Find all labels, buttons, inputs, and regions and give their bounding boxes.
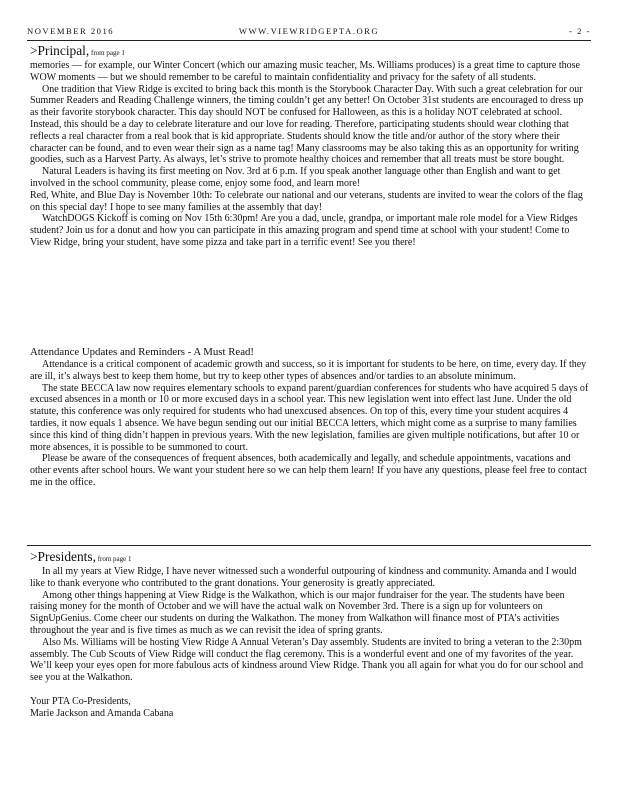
attendance-paragraph: Attendance is a critical component of academic growth and success, so it is important for students to be here, on time, every day. If they are ill, it’s always best to keep them home, but try to keep other types of absences and/or tardies to an absolute minimum. — [30, 359, 587, 382]
attendance-section — [30, 346, 590, 489]
website-url: WWW.VIEWRIDGEPTA.ORG — [238, 26, 380, 36]
closing-line: Your PTA Co-Presidents, — [30, 695, 131, 707]
attendance-title: Attendance Updates and Reminders - A Must Read! — [30, 346, 254, 358]
presidents-paragraph: Among other things happening at View Ridge is the Walkathon, which is our major fundraiser for the year. The students have been raising money for the month of October and we will have the actual walk on November 3rd. There is a sign up for volunteers on SignUpGenius. Come cheer our students on during the Walkathon. The money from Walkathon will finance most of PTA’s activities throughout the year and is five times as much as we can revisit the idea of spring grants. — [30, 589, 565, 636]
principal-section — [30, 44, 590, 249]
attendance-paragraph: The state BECCA law now requires elementary schools to expand parent/guardian conferences for students who have acquired 5 days of excused absences in a month or 10 or more excused days in a school year. This new legislation went into effect last June. Under the old statute, this conference was only required for students who had unexcused absences. On top of this, every time your student acquires 4 tardies, it now equals 1 absence. We have begun sending out our initial BECCA letters, which might come as a surprise to many families since this kind of thing didn’t happen in previous years. With the new legislation, families are given multiple notifications, but after 10 or more absences, it is possible to be summoned to court. — [30, 382, 589, 453]
presidents-title — [30, 550, 590, 566]
presidents-paragraph: Also Ms. Williams will be hosting View Ridge A Annual Veteran’s Day assembly. Students are invited to bring a veteran to the 2:30pm assembly. The Cub Scouts of View Ridge will conduct the flag ceremony. This is a wonderful event and one of my favorites of the year. We’ll keep your eyes open for more fabulous acts of kindness around View Ridge. Thank you all again for what you do for our school and see you at the Walkathon. — [30, 636, 584, 684]
page-header — [27, 26, 591, 38]
principal-paragraph: WatchDOGS Kickoff is coming on Nov 15th 6:30pm! Are you a dad, uncle, grandpa, or important male role model for a View Ridges student? Join us for a donut and how you can participate in this amazing program and spend time at school with your student! Come to View Ridge, bring your student, have some pizza and take part in a terrific event! See you there! — [30, 213, 578, 248]
page-number: - 2 - — [569, 26, 591, 36]
attendance-paragraph: Please be aware of the consequences of frequent absences, both academically and legally, and schedule appointments, vacations and other events after school hours. We want your student here so we can help them learn! If you have any questions, please feel free to contact me in the office. — [30, 453, 587, 488]
signature-line: Marie Jackson and Amanda Cabana — [30, 707, 174, 719]
header-rule — [27, 40, 591, 41]
principal-paragraph: memories — for example, our Winter Concert (which our amazing music teacher, Ms. Williams produces) is a great time to capture those WOW moments — but we should remember to be careful to maintain confidentiality and privacy for the safety of all students. — [30, 60, 580, 83]
principal-title-text: >Principal, — [30, 43, 90, 58]
principal-paragraph: One tradition that View Ridge is excited to bring back this month is the Storybook Character Day. With such a great celebration for our Summer Readers and Reading Challenge winners, the timing couldn’t get any better! On October 31st students are encouraged to dress up as their favorite storybook character. This day should NOT be confused for Halloween, as this is a holiday NOT celebrated at school. Instead, this should be a day to celebrate literature and our love for reading. Therefore, participating students should wear clothing that reflects a real character from a real book that is kid appropriate. Students should know the title and/or author of the story where their character can be found, and to even wear their sign as a name tag! Many classrooms may be also taking this as an opportunity for writing goodies, such as a Harvest Party. As always, let’s strive to promote healthy choices and remember that all treats must be store bought. — [30, 83, 584, 166]
section-divider — [27, 545, 591, 546]
presidents-paragraph: In all my years at View Ridge, I have never witnessed such a wonderful outpouring of kindness and community. Amanda and I would like to thank everyone who contributed to the grant donations. Your generosity is greatly appreciated. — [30, 566, 577, 589]
continued-from-label: from page 1 — [89, 49, 125, 57]
principal-paragraph: Red, White, and Blue Day is November 10th: To celebrate our national and our veterans, students are invited to wear the colors of the flag on this special day! I hope to see many families at the assembly that day! — [30, 189, 583, 213]
issue-date: NOVEMBER 2016 — [27, 26, 115, 36]
principal-title — [30, 44, 590, 60]
continued-from-label: from page 1 — [95, 555, 132, 563]
presidents-section — [30, 550, 590, 720]
presidents-title-text: >Presidents, — [30, 549, 96, 564]
principal-paragraph: Natural Leaders is having its first meeting on Nov. 3rd at 6 p.m. If you speak another language other than English and want to get involved in the school community, please come, enjoy some food, and learn more! — [30, 166, 561, 189]
